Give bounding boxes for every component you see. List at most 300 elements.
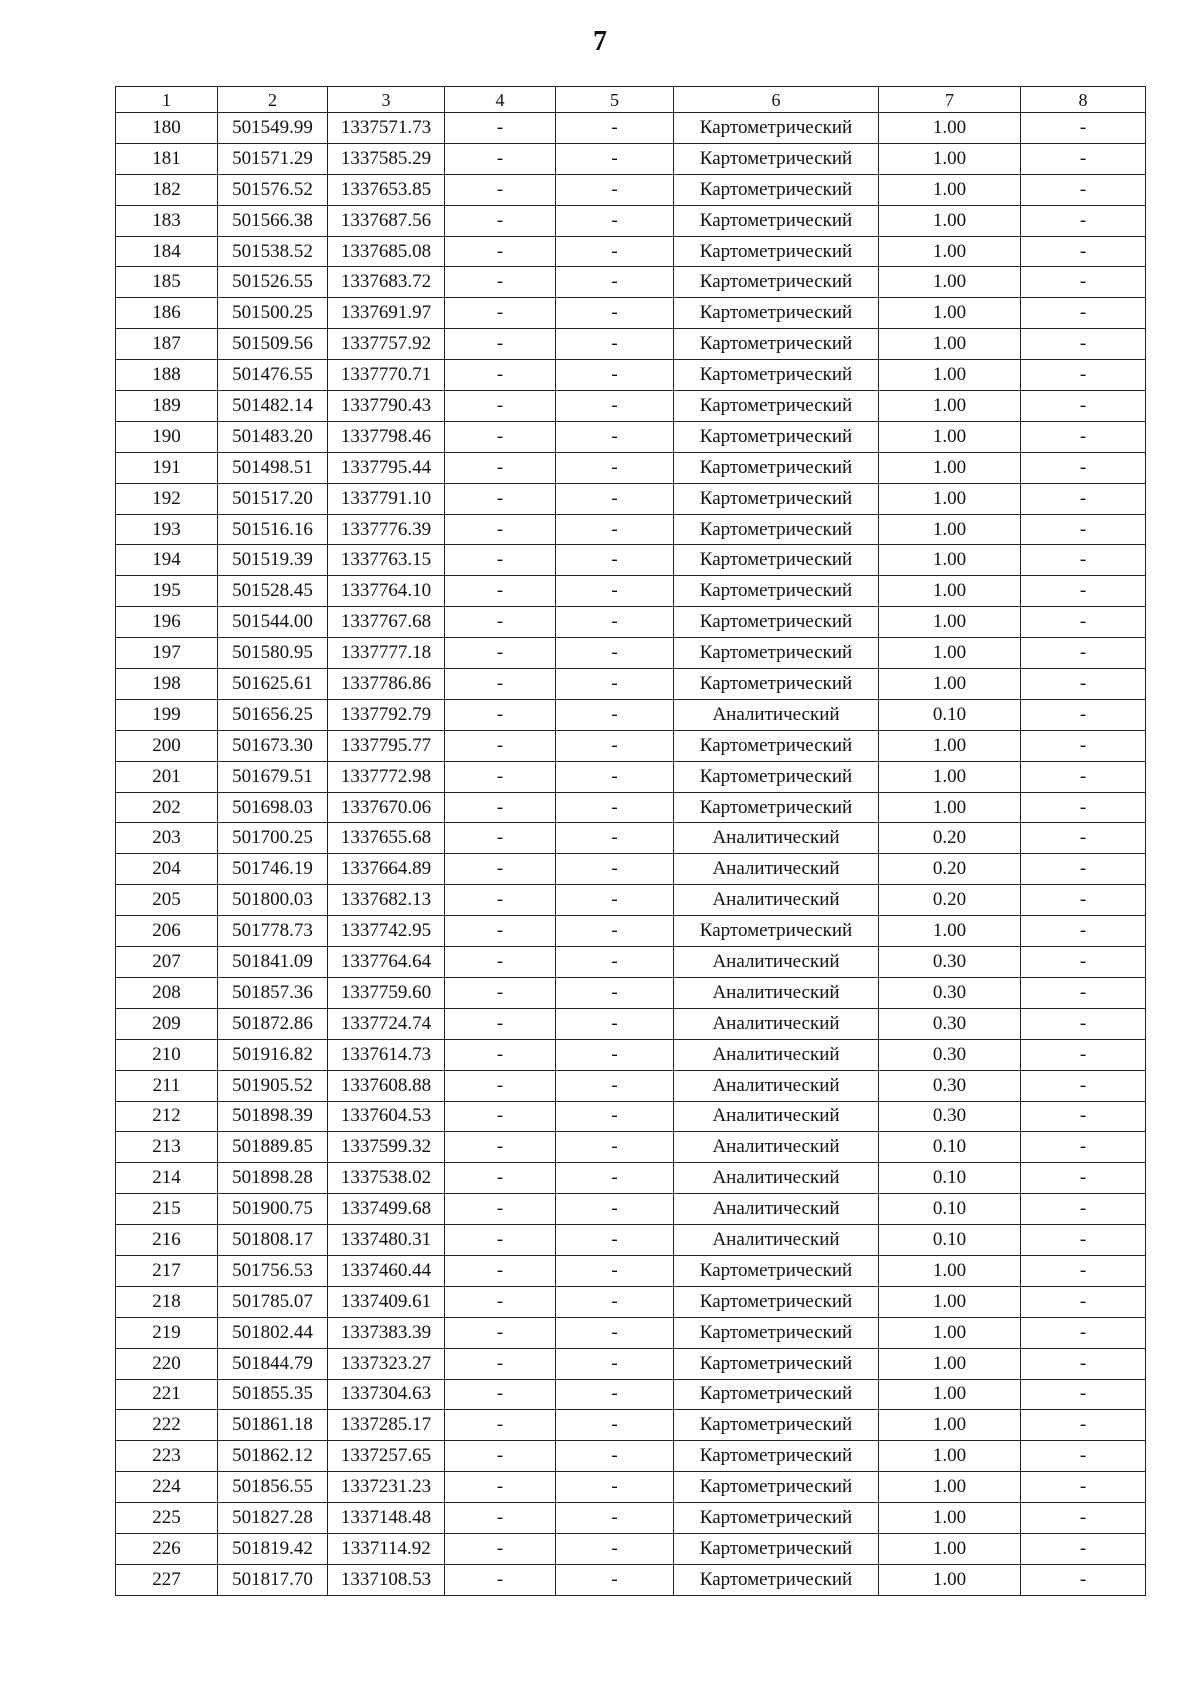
x-coordinate-cell: 501698.03 [218,792,328,823]
col5-cell: - [556,421,674,452]
col4-cell: - [445,1317,556,1348]
col4-cell: - [445,669,556,700]
table-row [116,143,1146,174]
point-number-cell: 206 [116,916,218,947]
x-coordinate-cell: 501889.85 [218,1132,328,1163]
col8-cell: - [1021,1070,1146,1101]
col4-cell: - [445,174,556,205]
method-cell: Аналитический [674,947,879,978]
col4-cell: - [445,514,556,545]
table-row [116,1039,1146,1070]
y-coordinate-cell: 1337323.27 [328,1348,445,1379]
x-coordinate-cell: 501538.52 [218,236,328,267]
table-row [116,638,1146,669]
column-header: 1 [116,87,218,113]
x-coordinate-cell: 501509.56 [218,329,328,360]
accuracy-cell: 0.30 [879,1101,1021,1132]
col4-cell: - [445,1286,556,1317]
col8-cell: - [1021,1225,1146,1256]
col8-cell: - [1021,576,1146,607]
col4-cell: - [445,1225,556,1256]
accuracy-cell: 1.00 [879,205,1021,236]
accuracy-cell: 1.00 [879,1441,1021,1472]
col4-cell: - [445,113,556,144]
col4-cell: - [445,607,556,638]
point-number-cell: 224 [116,1472,218,1503]
method-cell: Аналитический [674,1194,879,1225]
method-cell: Картометрический [674,298,879,329]
method-cell: Аналитический [674,1070,879,1101]
table-row [116,1194,1146,1225]
col5-cell: - [556,761,674,792]
table-row [116,267,1146,298]
table-row [116,236,1146,267]
table-row [116,730,1146,761]
accuracy-cell: 0.10 [879,1194,1021,1225]
y-coordinate-cell: 1337685.08 [328,236,445,267]
col4-cell: - [445,792,556,823]
col4-cell: - [445,854,556,885]
y-coordinate-cell: 1337114.92 [328,1533,445,1564]
col8-cell: - [1021,452,1146,483]
y-coordinate-cell: 1337499.68 [328,1194,445,1225]
col5-cell: - [556,1008,674,1039]
col4-cell: - [445,1410,556,1441]
accuracy-cell: 0.10 [879,1225,1021,1256]
accuracy-cell: 1.00 [879,143,1021,174]
y-coordinate-cell: 1337599.32 [328,1132,445,1163]
accuracy-cell: 1.00 [879,113,1021,144]
column-header: 5 [556,87,674,113]
accuracy-cell: 1.00 [879,1410,1021,1441]
col8-cell: - [1021,1163,1146,1194]
method-cell: Картометрический [674,483,879,514]
col8-cell: - [1021,885,1146,916]
table-row [116,1101,1146,1132]
col8-cell: - [1021,1286,1146,1317]
col4-cell: - [445,1039,556,1070]
accuracy-cell: 1.00 [879,545,1021,576]
y-coordinate-cell: 1337653.85 [328,174,445,205]
point-number-cell: 212 [116,1101,218,1132]
col8-cell: - [1021,1441,1146,1472]
method-cell: Аналитический [674,854,879,885]
x-coordinate-cell: 501517.20 [218,483,328,514]
col4-cell: - [445,947,556,978]
y-coordinate-cell: 1337759.60 [328,977,445,1008]
col8-cell: - [1021,699,1146,730]
accuracy-cell: 1.00 [879,298,1021,329]
col8-cell: - [1021,1101,1146,1132]
x-coordinate-cell: 501778.73 [218,916,328,947]
accuracy-cell: 1.00 [879,1503,1021,1534]
col8-cell: - [1021,360,1146,391]
col5-cell: - [556,1132,674,1163]
method-cell: Картометрический [674,1317,879,1348]
col5-cell: - [556,1379,674,1410]
col4-cell: - [445,1070,556,1101]
x-coordinate-cell: 501482.14 [218,391,328,422]
table-row [116,1564,1146,1595]
col8-cell: - [1021,391,1146,422]
col4-cell: - [445,1472,556,1503]
col4-cell: - [445,452,556,483]
table-row [116,761,1146,792]
column-header: 8 [1021,87,1146,113]
point-number-cell: 210 [116,1039,218,1070]
x-coordinate-cell: 501544.00 [218,607,328,638]
x-coordinate-cell: 501785.07 [218,1286,328,1317]
col8-cell: - [1021,1564,1146,1595]
point-number-cell: 201 [116,761,218,792]
table-row [116,1533,1146,1564]
x-coordinate-cell: 501900.75 [218,1194,328,1225]
table-row [116,916,1146,947]
y-coordinate-cell: 1337604.53 [328,1101,445,1132]
point-number-cell: 205 [116,885,218,916]
table-row [116,823,1146,854]
col5-cell: - [556,1070,674,1101]
point-number-cell: 190 [116,421,218,452]
x-coordinate-cell: 501856.55 [218,1472,328,1503]
accuracy-cell: 1.00 [879,1379,1021,1410]
point-number-cell: 183 [116,205,218,236]
col5-cell: - [556,1533,674,1564]
y-coordinate-cell: 1337757.92 [328,329,445,360]
col8-cell: - [1021,205,1146,236]
col5-cell: - [556,1441,674,1472]
table-row [116,607,1146,638]
table-row [116,854,1146,885]
col4-cell: - [445,1348,556,1379]
col4-cell: - [445,1255,556,1286]
point-number-cell: 203 [116,823,218,854]
y-coordinate-cell: 1337777.18 [328,638,445,669]
y-coordinate-cell: 1337682.13 [328,885,445,916]
accuracy-cell: 0.30 [879,1008,1021,1039]
col5-cell: - [556,947,674,978]
col4-cell: - [445,1008,556,1039]
col5-cell: - [556,452,674,483]
accuracy-cell: 0.30 [879,1039,1021,1070]
y-coordinate-cell: 1337304.63 [328,1379,445,1410]
accuracy-cell: 1.00 [879,329,1021,360]
method-cell: Картометрический [674,514,879,545]
x-coordinate-cell: 501862.12 [218,1441,328,1472]
col4-cell: - [445,421,556,452]
y-coordinate-cell: 1337683.72 [328,267,445,298]
method-cell: Аналитический [674,885,879,916]
y-coordinate-cell: 1337480.31 [328,1225,445,1256]
col4-cell: - [445,885,556,916]
x-coordinate-cell: 501566.38 [218,205,328,236]
y-coordinate-cell: 1337655.68 [328,823,445,854]
point-number-cell: 196 [116,607,218,638]
col8-cell: - [1021,329,1146,360]
point-number-cell: 207 [116,947,218,978]
col4-cell: - [445,1441,556,1472]
accuracy-cell: 1.00 [879,452,1021,483]
accuracy-cell: 0.10 [879,1132,1021,1163]
accuracy-cell: 1.00 [879,421,1021,452]
method-cell: Аналитический [674,699,879,730]
x-coordinate-cell: 501916.82 [218,1039,328,1070]
x-coordinate-cell: 501516.16 [218,514,328,545]
accuracy-cell: 0.10 [879,699,1021,730]
x-coordinate-cell: 501898.39 [218,1101,328,1132]
x-coordinate-cell: 501841.09 [218,947,328,978]
point-number-cell: 204 [116,854,218,885]
method-cell: Аналитический [674,1039,879,1070]
point-number-cell: 209 [116,1008,218,1039]
y-coordinate-cell: 1337664.89 [328,854,445,885]
point-number-cell: 211 [116,1070,218,1101]
y-coordinate-cell: 1337770.71 [328,360,445,391]
accuracy-cell: 1.00 [879,669,1021,700]
col4-cell: - [445,1503,556,1534]
col5-cell: - [556,607,674,638]
col8-cell: - [1021,854,1146,885]
col4-cell: - [445,576,556,607]
point-number-cell: 185 [116,267,218,298]
y-coordinate-cell: 1337776.39 [328,514,445,545]
x-coordinate-cell: 501800.03 [218,885,328,916]
point-number-cell: 189 [116,391,218,422]
y-coordinate-cell: 1337409.61 [328,1286,445,1317]
point-number-cell: 188 [116,360,218,391]
x-coordinate-cell: 501817.70 [218,1564,328,1595]
table-row [116,1410,1146,1441]
table-row [116,1225,1146,1256]
col8-cell: - [1021,236,1146,267]
y-coordinate-cell: 1337231.23 [328,1472,445,1503]
x-coordinate-cell: 501872.86 [218,1008,328,1039]
table-row [116,298,1146,329]
method-cell: Картометрический [674,761,879,792]
y-coordinate-cell: 1337763.15 [328,545,445,576]
col8-cell: - [1021,545,1146,576]
col4-cell: - [445,761,556,792]
method-cell: Картометрический [674,421,879,452]
table-header-row [116,87,1146,113]
col5-cell: - [556,576,674,607]
x-coordinate-cell: 501571.29 [218,143,328,174]
accuracy-cell: 1.00 [879,1472,1021,1503]
accuracy-cell: 1.00 [879,916,1021,947]
col5-cell: - [556,792,674,823]
point-number-cell: 225 [116,1503,218,1534]
table-row [116,576,1146,607]
x-coordinate-cell: 501656.25 [218,699,328,730]
col5-cell: - [556,514,674,545]
y-coordinate-cell: 1337670.06 [328,792,445,823]
x-coordinate-cell: 501476.55 [218,360,328,391]
point-number-cell: 191 [116,452,218,483]
accuracy-cell: 1.00 [879,1564,1021,1595]
col4-cell: - [445,236,556,267]
x-coordinate-cell: 501808.17 [218,1225,328,1256]
table-row [116,483,1146,514]
col8-cell: - [1021,823,1146,854]
y-coordinate-cell: 1337742.95 [328,916,445,947]
table-row [116,1348,1146,1379]
accuracy-cell: 1.00 [879,730,1021,761]
col8-cell: - [1021,298,1146,329]
y-coordinate-cell: 1337108.53 [328,1564,445,1595]
x-coordinate-cell: 501844.79 [218,1348,328,1379]
method-cell: Картометрический [674,391,879,422]
method-cell: Картометрический [674,205,879,236]
table-row [116,1441,1146,1472]
col8-cell: - [1021,669,1146,700]
point-number-cell: 180 [116,113,218,144]
x-coordinate-cell: 501855.35 [218,1379,328,1410]
col4-cell: - [445,545,556,576]
col8-cell: - [1021,483,1146,514]
table-row [116,205,1146,236]
col4-cell: - [445,823,556,854]
coordinates-table [115,86,1146,1596]
accuracy-cell: 1.00 [879,514,1021,545]
col8-cell: - [1021,761,1146,792]
col5-cell: - [556,916,674,947]
accuracy-cell: 1.00 [879,761,1021,792]
col5-cell: - [556,1194,674,1225]
y-coordinate-cell: 1337795.77 [328,730,445,761]
y-coordinate-cell: 1337585.29 [328,143,445,174]
point-number-cell: 202 [116,792,218,823]
y-coordinate-cell: 1337383.39 [328,1317,445,1348]
x-coordinate-cell: 501526.55 [218,267,328,298]
point-number-cell: 181 [116,143,218,174]
table-row [116,1255,1146,1286]
col4-cell: - [445,267,556,298]
y-coordinate-cell: 1337724.74 [328,1008,445,1039]
page-number: 7 [593,26,607,57]
col5-cell: - [556,669,674,700]
method-cell: Картометрический [674,1286,879,1317]
method-cell: Картометрический [674,267,879,298]
y-coordinate-cell: 1337790.43 [328,391,445,422]
accuracy-cell: 0.20 [879,823,1021,854]
col8-cell: - [1021,267,1146,298]
x-coordinate-cell: 501528.45 [218,576,328,607]
method-cell: Картометрический [674,607,879,638]
point-number-cell: 198 [116,669,218,700]
point-number-cell: 193 [116,514,218,545]
point-number-cell: 218 [116,1286,218,1317]
method-cell: Картометрический [674,143,879,174]
y-coordinate-cell: 1337767.68 [328,607,445,638]
col5-cell: - [556,1503,674,1534]
x-coordinate-cell: 501827.28 [218,1503,328,1534]
y-coordinate-cell: 1337460.44 [328,1255,445,1286]
method-cell: Картометрический [674,1472,879,1503]
col5-cell: - [556,545,674,576]
table-row [116,391,1146,422]
method-cell: Картометрический [674,545,879,576]
col5-cell: - [556,854,674,885]
x-coordinate-cell: 501802.44 [218,1317,328,1348]
col8-cell: - [1021,916,1146,947]
col5-cell: - [556,298,674,329]
y-coordinate-cell: 1337764.64 [328,947,445,978]
col8-cell: - [1021,1255,1146,1286]
y-coordinate-cell: 1337791.10 [328,483,445,514]
method-cell: Аналитический [674,1163,879,1194]
table-row [116,1286,1146,1317]
y-coordinate-cell: 1337764.10 [328,576,445,607]
accuracy-cell: 1.00 [879,236,1021,267]
col4-cell: - [445,360,556,391]
accuracy-cell: 1.00 [879,1533,1021,1564]
table-row [116,1132,1146,1163]
col8-cell: - [1021,1410,1146,1441]
col8-cell: - [1021,1132,1146,1163]
y-coordinate-cell: 1337795.44 [328,452,445,483]
table-row [116,1472,1146,1503]
x-coordinate-cell: 501673.30 [218,730,328,761]
x-coordinate-cell: 501500.25 [218,298,328,329]
method-cell: Картометрический [674,1564,879,1595]
y-coordinate-cell: 1337148.48 [328,1503,445,1534]
col5-cell: - [556,1564,674,1595]
x-coordinate-cell: 501746.19 [218,854,328,885]
y-coordinate-cell: 1337571.73 [328,113,445,144]
col5-cell: - [556,823,674,854]
point-number-cell: 192 [116,483,218,514]
col4-cell: - [445,1194,556,1225]
point-number-cell: 222 [116,1410,218,1441]
column-header: 3 [328,87,445,113]
accuracy-cell: 1.00 [879,391,1021,422]
col8-cell: - [1021,1194,1146,1225]
col8-cell: - [1021,514,1146,545]
col5-cell: - [556,1039,674,1070]
col8-cell: - [1021,143,1146,174]
table-row [116,514,1146,545]
method-cell: Аналитический [674,1225,879,1256]
col5-cell: - [556,885,674,916]
table-row [116,452,1146,483]
table-row [116,669,1146,700]
method-cell: Картометрический [674,1533,879,1564]
accuracy-cell: 0.30 [879,1070,1021,1101]
method-cell: Картометрический [674,1441,879,1472]
point-number-cell: 195 [116,576,218,607]
y-coordinate-cell: 1337691.97 [328,298,445,329]
column-header: 2 [218,87,328,113]
col4-cell: - [445,391,556,422]
x-coordinate-cell: 501861.18 [218,1410,328,1441]
col4-cell: - [445,638,556,669]
col5-cell: - [556,1410,674,1441]
table-row [116,1379,1146,1410]
point-number-cell: 187 [116,329,218,360]
x-coordinate-cell: 501756.53 [218,1255,328,1286]
point-number-cell: 226 [116,1533,218,1564]
method-cell: Картометрический [674,174,879,205]
accuracy-cell: 1.00 [879,576,1021,607]
col5-cell: - [556,1225,674,1256]
col5-cell: - [556,483,674,514]
col4-cell: - [445,1379,556,1410]
method-cell: Картометрический [674,113,879,144]
accuracy-cell: 0.20 [879,854,1021,885]
col5-cell: - [556,1317,674,1348]
table-row [116,360,1146,391]
col5-cell: - [556,329,674,360]
